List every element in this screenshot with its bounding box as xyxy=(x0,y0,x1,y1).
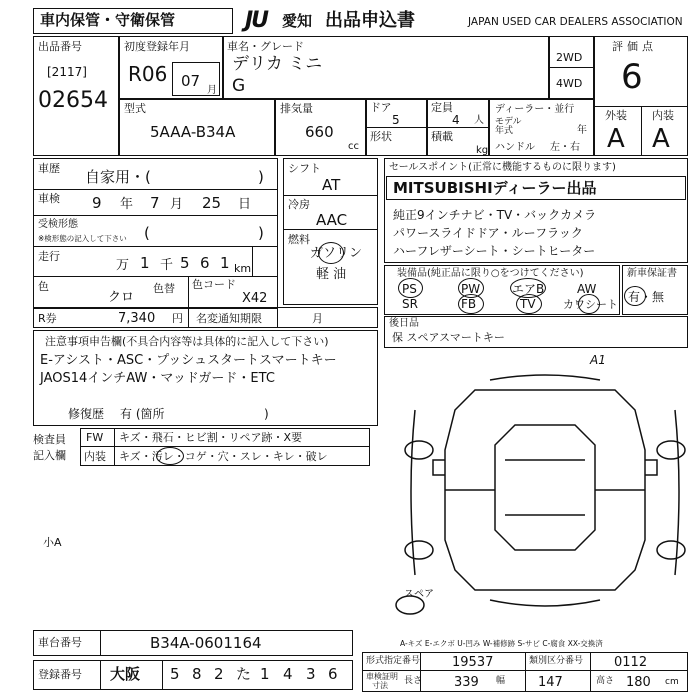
mileage-label: 走行 xyxy=(38,250,60,263)
spec-width: 147 xyxy=(538,675,563,690)
wheel-front-right xyxy=(657,441,685,459)
equip-airbag: エアB xyxy=(512,282,545,296)
registration-label: 初度登録年月 xyxy=(124,40,190,53)
color-code: X42 xyxy=(242,291,268,306)
sales-line3: パワースライドドア・ルーフラック xyxy=(393,226,583,240)
equip-pw: PW xyxy=(461,282,481,296)
diagram-note-a1: A1 xyxy=(590,353,606,367)
equip-fb: FB xyxy=(461,297,477,311)
shape-label: 形状 xyxy=(370,130,392,143)
type-value: 5AAA-B34A xyxy=(150,123,236,141)
spec-model-value: 19537 xyxy=(452,655,494,670)
handle-label: ハンドル xyxy=(495,142,535,153)
ac-value: AAC xyxy=(316,211,348,229)
dealer-label: ディーラー・並行 xyxy=(495,104,575,115)
form-title: 出品申込書 xyxy=(325,10,415,31)
wheel-rear-right xyxy=(657,541,685,559)
equip-tv: TV xyxy=(520,297,536,311)
interior-label: 内装 xyxy=(652,109,674,122)
notes-line1: E-アシスト・ASC・プッシュスタートスマートキー xyxy=(40,353,337,368)
warranty-value: 有・無 xyxy=(628,290,665,304)
inspector-label1: 検査員 xyxy=(33,433,66,446)
spec-height-label: 高さ xyxy=(596,676,615,686)
doors-label: ドア xyxy=(370,101,392,114)
chassis-value: B34A-0601164 xyxy=(150,634,262,652)
inspector-label2: 記入欄 xyxy=(33,449,66,462)
mileage-d3: 6 xyxy=(200,254,210,272)
spec-class-value: 0112 xyxy=(614,655,648,670)
spec-height: 180 xyxy=(626,675,651,690)
inspection-label: 車検 xyxy=(38,192,60,205)
later-items-label: 後日品 xyxy=(389,318,419,329)
sales-line1: MITSUBISHIディーラー出品 xyxy=(393,179,597,197)
mileage-man: 万 xyxy=(116,258,130,273)
notes-header: 注意事項申告欄(不具合内容等は具体的に記入して下さい) xyxy=(45,335,329,348)
color-change-label: 色替 xyxy=(153,282,175,295)
sales-line4: ハーフレザーシート・シートヒーター xyxy=(393,244,596,258)
wheel-rear-left xyxy=(405,541,433,559)
interior-score: A xyxy=(652,124,670,154)
recycle-label: R券 xyxy=(38,312,57,325)
notes-line2: JAOS14インチAW・マッドガード・ETC xyxy=(40,371,275,386)
model-year-label2: 年式 xyxy=(495,126,514,136)
plate-region: 大阪 xyxy=(110,665,141,683)
spec-cert-label1: 車検証明 xyxy=(366,672,398,681)
lot-sub-code: [2117] xyxy=(47,65,87,79)
plate-d8: 6 xyxy=(328,665,338,683)
inspector-interior-items: キズ・汚レ・コゲ・穴・スレ・キレ・破レ xyxy=(119,450,328,463)
warranty-label: 新車保証書 xyxy=(627,268,677,279)
plate-d1: 5 xyxy=(170,665,180,683)
spec-unit: cm xyxy=(665,677,679,687)
equip-aw: AW xyxy=(577,282,597,296)
car-diagram xyxy=(395,350,695,620)
model-year-unit: 年 xyxy=(577,125,587,136)
inspection-year-unit: 年 xyxy=(120,197,134,212)
load-label: 積載 xyxy=(431,130,453,143)
plate-d4: た xyxy=(236,665,252,683)
top-block xyxy=(33,36,688,156)
inspection-month-unit: 月 xyxy=(170,197,184,212)
equip-sr: SR xyxy=(402,297,418,311)
registration-month: 07 xyxy=(181,72,201,90)
color-value: クロ xyxy=(108,290,135,305)
spec-model-label: 形式指定番号 xyxy=(366,656,421,666)
inspection-year: 9 xyxy=(92,194,102,212)
record-open: ( xyxy=(144,224,150,242)
spec-length-label: 長さ xyxy=(404,676,423,686)
equipment-header: 装備品(純正品に限り○をつけてください) xyxy=(397,268,584,279)
displacement-value: 660 xyxy=(305,123,334,141)
inspection-month: 7 xyxy=(150,194,160,212)
grade-label: 評価点 xyxy=(612,40,657,53)
record-close: ) xyxy=(258,224,264,242)
drive-2wd: 2WD xyxy=(556,51,583,64)
logo-region: 愛知 xyxy=(282,12,313,30)
inspection-day: 25 xyxy=(202,194,222,212)
recycle-value: 7,340 xyxy=(118,311,156,326)
history-close: ) xyxy=(258,168,264,186)
sales-line2: 純正9インチナビ・TV・バックカメラ xyxy=(393,208,597,222)
diagram-note-sho: 小A xyxy=(43,536,62,549)
ju-logo: JU xyxy=(245,8,268,33)
load-unit: kg xyxy=(476,145,489,156)
spare-label: スペア xyxy=(404,589,434,600)
inspector-fw: FW xyxy=(86,431,104,444)
chassis-label: 車台番号 xyxy=(38,636,82,649)
handle-options: 左・右 xyxy=(550,142,580,153)
fuel-diesel: 軽 油 xyxy=(316,267,347,282)
spec-length: 339 xyxy=(454,675,479,690)
storage-label: 車内保管・守衛保管 xyxy=(40,11,176,29)
notice-month-unit: 月 xyxy=(312,312,323,325)
notice-label: 名変通知期限 xyxy=(196,312,262,325)
repair-value: 有 (箇所 xyxy=(120,407,165,421)
displacement-label: 排気量 xyxy=(280,102,313,115)
repair-close: ) xyxy=(264,407,269,421)
displacement-unit: cc xyxy=(348,141,359,152)
shift-label: シフト xyxy=(288,162,321,175)
lot-label: 出品番号 xyxy=(38,40,82,53)
capacity-value: 4 xyxy=(452,113,460,127)
model-year-label: モデル xyxy=(495,117,522,127)
drive-4wd: 4WD xyxy=(556,77,583,90)
doors-value: 5 xyxy=(392,113,400,127)
equip-ps: PS xyxy=(402,282,417,296)
wheel-front-left xyxy=(405,441,433,459)
registration-year: R06 xyxy=(128,62,168,86)
fuel-label: 燃料 xyxy=(288,233,310,246)
record-note: ※検形態の記入して下さい xyxy=(38,234,127,243)
damage-legend: A-キズ E-エクボ U-凹み W-補修跡 S-サビ C-腐食 XX-交換済 xyxy=(400,639,603,648)
plate-d2: 8 xyxy=(192,665,202,683)
ac-label: 冷房 xyxy=(288,198,310,211)
spec-width-label: 幅 xyxy=(496,676,506,686)
car-name-label: 車名・グレード xyxy=(227,40,304,53)
plate-label: 登録番号 xyxy=(38,668,82,681)
roof-outline xyxy=(495,425,595,550)
fuel-gas: ガソリン xyxy=(310,246,363,261)
exterior-score: A xyxy=(607,124,625,154)
car-grade: G xyxy=(232,76,246,96)
car-name: デリカ ミニ xyxy=(232,54,323,74)
history-label: 車歴 xyxy=(38,162,60,175)
color-code-label: 色コード xyxy=(192,278,236,291)
exterior-label: 外装 xyxy=(605,109,627,122)
plate-d3: 2 xyxy=(214,665,224,683)
mileage-unit: km xyxy=(234,262,252,275)
plate-d6: 4 xyxy=(283,665,293,683)
mileage-d2: 5 xyxy=(180,254,190,272)
registration-month-unit: 月 xyxy=(207,85,217,96)
capacity-label: 定員 xyxy=(431,101,453,114)
spec-class-label: 類別区分番号 xyxy=(529,656,584,666)
inspection-day-unit: 日 xyxy=(238,197,252,212)
spec-cert-label2: 寸法 xyxy=(372,681,388,690)
grade-score: 6 xyxy=(621,57,643,97)
shift-value: AT xyxy=(322,176,341,194)
recycle-unit: 円 xyxy=(172,312,183,325)
association-name: JAPAN USED CAR DEALERS ASSOCIATION xyxy=(468,16,683,28)
history-value: 自家用・( xyxy=(85,168,151,186)
color-label: 色 xyxy=(38,280,49,293)
mileage-d4: 1 xyxy=(220,254,230,272)
later-items-value: 保 スペアスマートキー xyxy=(392,331,505,344)
lot-number: 02654 xyxy=(38,88,108,113)
capacity-unit: 人 xyxy=(474,115,484,126)
mileage-sen: 千 xyxy=(160,258,174,273)
mileage-d1: 1 xyxy=(140,254,150,272)
equip-leather: カワシート xyxy=(563,298,618,311)
plate-d5: 1 xyxy=(260,665,270,683)
record-label: 受検形態 xyxy=(38,219,78,230)
inspector-fw-items: キズ・飛石・ヒビ割・リペア跡・X要 xyxy=(119,431,303,444)
plate-d7: 3 xyxy=(306,665,316,683)
type-label: 型式 xyxy=(124,102,146,115)
fuel-selected-mark xyxy=(318,242,344,264)
sales-header: セールスポイント(正常に機能するものに限ります) xyxy=(389,162,616,173)
inspector-interior: 内装 xyxy=(84,450,106,463)
repair-label: 修復歴 xyxy=(68,407,105,421)
